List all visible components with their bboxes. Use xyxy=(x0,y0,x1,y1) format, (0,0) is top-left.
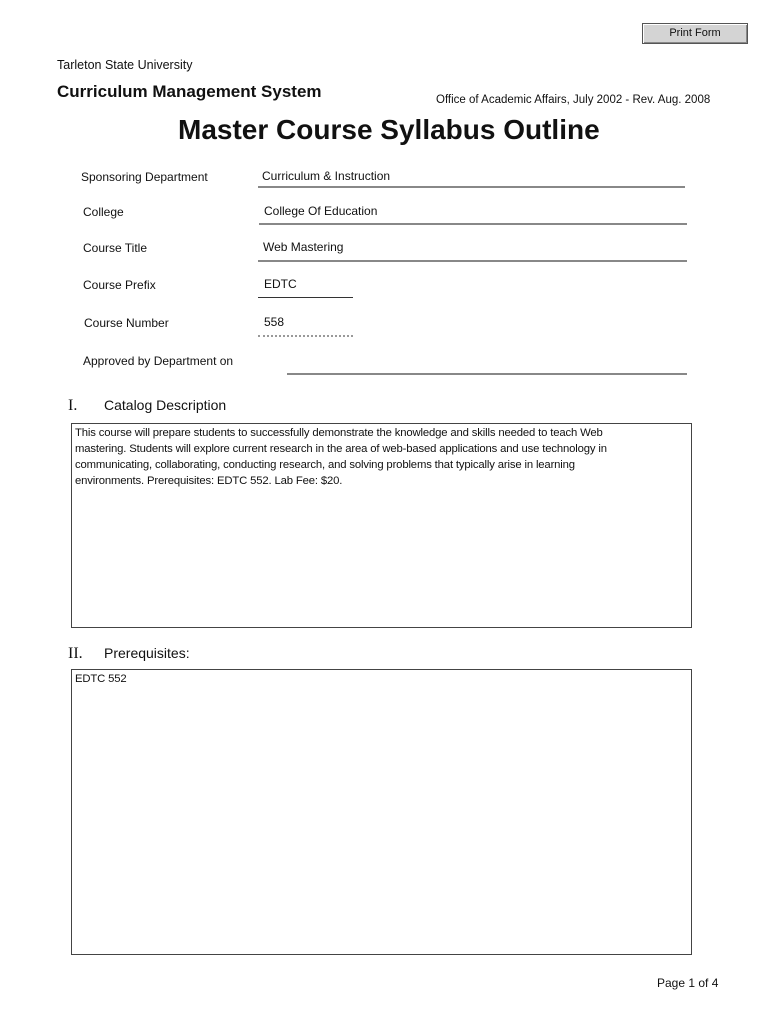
approved-underline xyxy=(287,373,687,375)
course-prefix-label: Course Prefix xyxy=(83,278,156,292)
sponsoring-department-label: Sponsoring Department xyxy=(81,170,208,184)
catalog-description-textarea[interactable]: This course will prepare students to successfully demonstrate the knowledge and skills needed to teach Web mastering. Students will explore current research in the area of web-based applications and use technology in communicating, collaborating, conducting research, and solving problems that typically arise in learning environments. Prerequisites: EDTC 552. Lab Fee: $20. xyxy=(71,423,692,628)
approved-date-field[interactable] xyxy=(292,356,682,372)
course-number-label: Course Number xyxy=(84,316,169,330)
page-number: Page 1 of 4 xyxy=(657,976,719,990)
college-field[interactable]: College Of Education xyxy=(264,204,378,218)
page-title: Master Course Syllabus Outline xyxy=(178,114,600,145)
approved-label: Approved by Department on xyxy=(83,354,234,368)
course-number-underline xyxy=(258,335,353,337)
section-2-title: Prerequisites: xyxy=(104,645,190,661)
prerequisites-textarea[interactable]: EDTC 552 xyxy=(71,669,692,955)
university-name: Tarleton State University xyxy=(57,58,193,72)
print-form-button[interactable]: Print Form xyxy=(642,23,748,44)
section-2-numeral: II. xyxy=(68,645,83,662)
course-prefix-underline xyxy=(258,297,353,298)
course-title-field[interactable]: Web Mastering xyxy=(263,240,344,254)
sponsoring-department-underline xyxy=(258,186,685,188)
course-title-label: Course Title xyxy=(83,241,148,255)
college-label: College xyxy=(83,205,124,219)
system-name: Curriculum Management System xyxy=(57,82,322,101)
section-1-title: Catalog Description xyxy=(104,397,227,413)
course-number-field[interactable]: 558 xyxy=(264,315,285,329)
sponsoring-department-field[interactable]: Curriculum & Instruction xyxy=(262,169,391,183)
college-underline xyxy=(259,223,687,225)
course-prefix-field[interactable]: EDTC xyxy=(264,277,297,291)
section-1-numeral: I. xyxy=(68,397,78,414)
course-title-underline xyxy=(258,260,687,262)
office-revision: Office of Academic Affairs, July 2002 - Rev. Aug. 2008 xyxy=(436,94,711,106)
